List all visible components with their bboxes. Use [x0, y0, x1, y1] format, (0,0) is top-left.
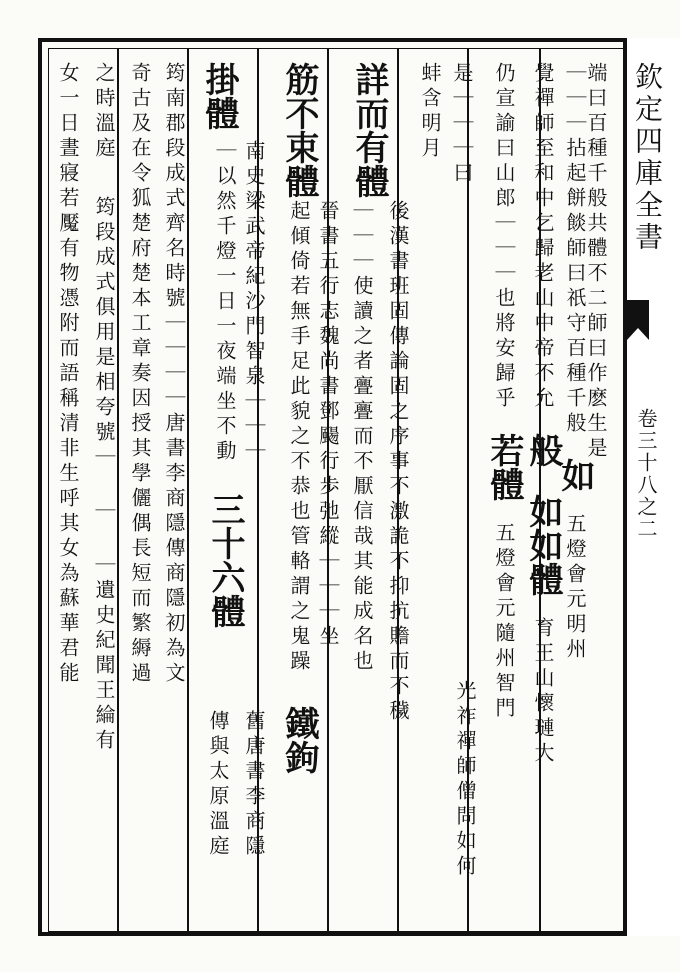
text-column	[352, 200, 372, 675]
text-segment: 後漢書班固傳論固之序事不激詭不抑抗贍而不穢	[386, 200, 410, 725]
text-column	[208, 710, 228, 860]
heading-term: 詳而有體	[349, 62, 389, 198]
text-segment: 五燈會元隨州智門	[492, 522, 516, 722]
text-column	[244, 710, 264, 860]
text-segment: ｜｜｜使讀之者亹亹而不厭信哉其能成名也	[350, 200, 374, 675]
text-segment: 女一日晝寢若魘有物憑附而語稱清非生呼其女為蘇華君能	[56, 62, 80, 687]
text-segment: 覺禪師至和中乞歸老山中帝不允	[531, 62, 555, 412]
text-segment: ｜｜｜拈起餅餤師曰祇守百種千般	[563, 62, 587, 437]
text-segment: 傳與太原溫庭	[206, 710, 230, 860]
text-column	[555, 62, 595, 663]
text-column	[94, 196, 114, 754]
text-segment: 之時溫庭	[92, 62, 116, 162]
text-column	[58, 62, 78, 687]
text-column	[199, 62, 239, 130]
text-column	[164, 62, 184, 687]
gutter-rule	[623, 38, 627, 936]
text-segment: 舊唐書李商隱	[242, 710, 266, 860]
text-column	[130, 62, 150, 687]
text-segment: 仍宣諭曰山郎｜｜｜也將安歸乎	[492, 62, 516, 412]
heading-term: 若體	[484, 433, 524, 501]
text-segment: 蚌含明月	[418, 62, 442, 162]
volume-label: 卷三十八之二	[634, 408, 658, 540]
column-rule	[117, 49, 119, 931]
text-column	[279, 200, 319, 774]
text-segment: 起傾倚若無手足此貌之不恭也管輅謂之鬼躁	[287, 200, 311, 675]
text-segment: 晉書五行志魏尚書鄧颺行歩弛縱｜｜｜坐	[316, 200, 340, 650]
text-column	[455, 680, 475, 880]
text-column	[279, 62, 319, 198]
text-column	[523, 62, 563, 767]
text-segment: 南史梁武帝紀沙門智泉｜｜｜	[242, 140, 266, 465]
text-segment: 筠南郡段成式齊名時號｜｜｜｜唐書李商隱傳商隱初為文	[162, 62, 186, 687]
text-segment: 育王山懷璉大	[531, 617, 555, 767]
text-column	[244, 140, 264, 465]
text-segment: 是｜｜｜曰	[450, 62, 474, 187]
heading-term: 三十六體	[205, 492, 245, 628]
heading-term: 如	[555, 458, 595, 492]
text-segment: ｜以然千燈一日一夜端坐不動	[213, 140, 237, 465]
text-segment: 光祚禪師僧問如何	[453, 680, 477, 880]
text-segment: 五燈會元明州	[563, 513, 587, 663]
text-column	[452, 62, 472, 187]
heading-term: 筋不束體	[279, 62, 319, 198]
text-segment: 端曰百種千般共體不二師曰作麽生是	[584, 62, 608, 462]
heading-term: 鐵鉤	[279, 706, 319, 774]
text-column	[205, 140, 245, 628]
book-title: 欽定四庫全書	[631, 62, 664, 254]
text-column	[420, 62, 440, 162]
text-column	[94, 62, 114, 162]
text-segment: 奇古及在令狐楚府楚本工章奏因授其學儷偶長短而繁縟過	[128, 62, 152, 687]
text-column	[318, 200, 338, 650]
column-rule	[187, 49, 189, 931]
text-column	[484, 62, 524, 722]
text-segment: 筠段成式俱用是相夸號｜ ｜ ｜遺史紀聞王綸有	[92, 196, 116, 754]
text-column	[388, 200, 408, 725]
heading-term: 掛體	[199, 62, 239, 130]
heading-term: 如如體	[523, 494, 563, 596]
heading-term: 般	[523, 433, 563, 467]
